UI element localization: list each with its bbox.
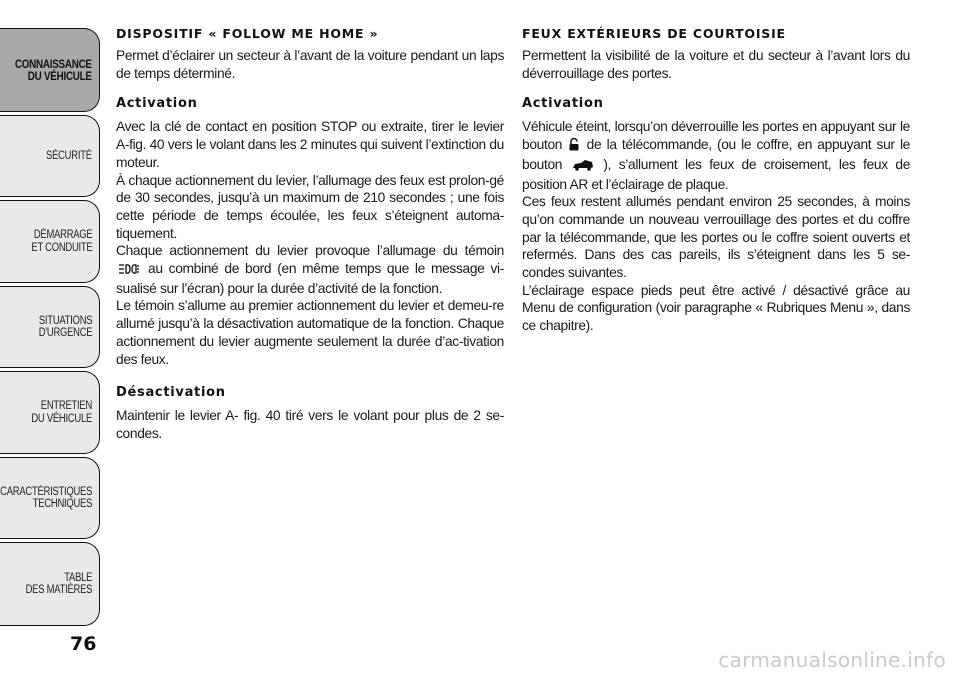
- text-fragment: de la télécommande, (ou le coffre, en appuyant sur le bouton: [522, 137, 910, 172]
- text-fragment: Véhicule éteint, lorsqu’on déverrouille les portes en appuyant sur le bouton: [522, 119, 910, 153]
- intro-paragraph: Permet d’éclairer un secteur à l’avant de la voiture pendant un laps de temps déterminé.: [116, 48, 504, 81]
- intro-paragraph: Permettent la visibilité de la voiture et du secteur à l’avant lors du déverrouillage des portes.: [522, 48, 910, 81]
- deactivation-heading: Désactivation: [116, 385, 226, 401]
- unlock-icon: [569, 138, 579, 156]
- tab-label: SITUATIONS D'URGENCE: [38, 314, 92, 339]
- text-fragment: au combiné de bord (en même temps que le message vi-sualisé sur l’écran) pour la durée d’activité de la fonction.: [116, 261, 505, 296]
- courtesy-lights-section: [522, 26, 910, 335]
- tab-demarrage-et-conduite[interactable]: [0, 200, 100, 283]
- tab-label: TABLE DES MATIÈRES: [25, 571, 92, 596]
- activation-paragraph-2: Ces feux restent allumés pendant environ 25 secondes, à moins qu’on commande un nouveau verrouillage des portes et du coffre par la télécommande, que les portes ou le coffre soient ouverts et refermés. Dans des cas pareils, ils s’éteignent dans les 5 se-condes suivantes.: [522, 194, 910, 281]
- tab-table-des-matieres[interactable]: [0, 542, 100, 626]
- deactivation-paragraph: Maintenir le levier A- fig. 40 tiré vers le volant pour plus de 2 se-condes.: [116, 408, 504, 441]
- section-title: FEUX EXTÉRIEURS DE COURTOISIE: [522, 26, 786, 41]
- section-title: DISPOSITIF « FOLLOW ME HOME »: [116, 26, 379, 41]
- watermark: carmanualsonline.info: [718, 648, 946, 672]
- activation-heading: Activation: [116, 96, 198, 112]
- tab-caracteristiques-techniques[interactable]: [0, 457, 100, 539]
- activation-paragraph-3: [116, 242, 504, 297]
- activation-paragraph-2: À chaque actionnement du levier, l’allumage des feux est prolon-gé de 30 secondes, jusqu’à un maximum de 210 secondes ; une fois cette période de temps écoulée, les feux s’éteignent automa-tiquement.: [116, 172, 504, 241]
- trunk-car-icon: [572, 158, 594, 176]
- low-beam-warning-light-icon: [118, 262, 140, 280]
- tab-label: ENTRETIEN DU VÉHICULE: [31, 400, 92, 425]
- activation-paragraph-1: Avec la clé de contact en position STOP ou extraite, tirer le levier A-fig. 40 vers le volant dans les 2 minutes qui suivent l’extinction du moteur.: [116, 119, 504, 170]
- text-fragment: ), s’allument les feux de croisement, les feux de position AR et l’éclairage de plaque.: [522, 156, 911, 192]
- tab-label: DÉMARRAGE ET CONDUITE: [30, 229, 92, 254]
- tab-entretien-du-vehicule[interactable]: [0, 371, 100, 454]
- text-fragment: Chaque actionnement du levier provoque l’allumage du témoin: [116, 243, 504, 259]
- tab-label: CONNAISSANCE DU VÉHICULE: [15, 56, 92, 83]
- page-number: 76: [70, 633, 97, 655]
- tab-label: SÉCURITÉ: [46, 149, 92, 162]
- tab-connaissance-du-vehicule[interactable]: [0, 28, 100, 112]
- activation-paragraph-1: [522, 118, 910, 193]
- tab-label: CARACTÉRISTIQUES TECHNIQUES: [0, 485, 92, 510]
- activation-heading: Activation: [522, 96, 604, 112]
- tab-securite[interactable]: [0, 115, 100, 197]
- tab-situations-urgence[interactable]: [0, 286, 100, 368]
- follow-me-home-section: [116, 26, 504, 443]
- activation-paragraph-4: Le témoin s’allume au premier actionnement du levier et demeu-re allumé jusqu’à la désactivation automatique de la fonction. Chaque actionnement du levier augmente seulement la durée d’ac-tivation des feux.: [116, 298, 504, 367]
- activation-paragraph-3: L’éclairage espace pieds peut être activé / désactivé grâce au Menu de configuration (voir paragraphe « Rubriques Menu », dans ce chapitre).: [522, 282, 910, 334]
